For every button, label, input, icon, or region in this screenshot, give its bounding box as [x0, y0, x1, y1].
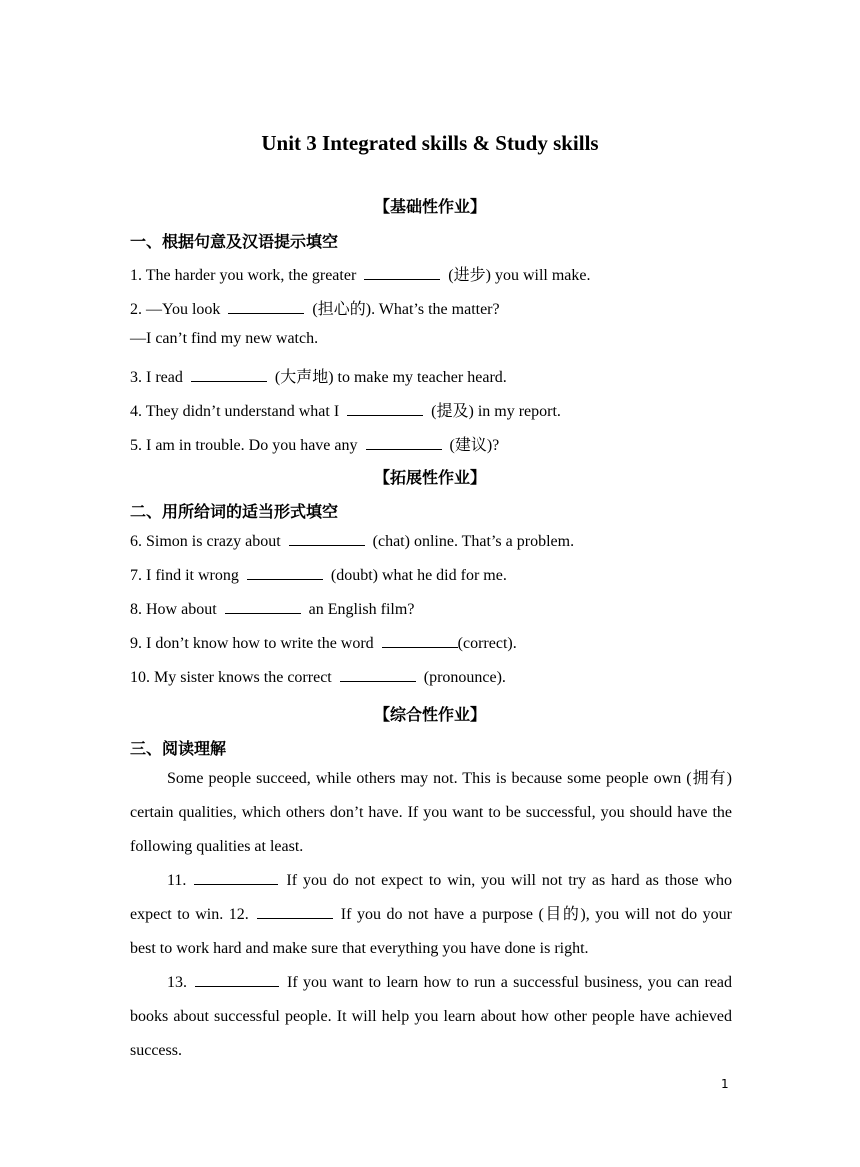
q6-text: 6. Simon is crazy about — [130, 533, 281, 550]
q7-text: 7. I find it wrong — [130, 567, 239, 584]
question-4 — [130, 398, 561, 421]
answer-blank — [191, 369, 267, 382]
question-1 — [130, 262, 590, 285]
section-comprehensive-heading: 【综合性作业】 — [373, 705, 486, 724]
reading-paragraph-2 — [130, 864, 732, 966]
q8-hint: an English film? — [308, 601, 415, 618]
question-2 — [130, 296, 500, 319]
answer-blank — [347, 403, 423, 416]
question-10 — [130, 669, 506, 687]
q3-hint: (大声地) to make my teacher heard. — [274, 369, 507, 386]
part3-heading: 三、阅读理解 — [130, 739, 227, 758]
q5-hint: (建议)? — [449, 437, 500, 454]
q6-hint: (chat) online. That’s a problem. — [372, 533, 575, 550]
q5-text: 5. I am in trouble. Do you have any — [130, 437, 358, 454]
question-7 — [130, 567, 507, 585]
q8-text: 8. How about — [130, 601, 217, 618]
answer-blank — [364, 267, 440, 280]
q1-hint: (进步) you will make. — [448, 267, 591, 284]
q2-hint: (担心的). What’s the matter? — [312, 301, 500, 318]
question-2-reply: —I can’t find my new watch. — [130, 330, 319, 347]
answer-blank — [366, 437, 442, 450]
section-extended-heading: 【拓展性作业】 — [373, 468, 486, 487]
q1-text: 1. The harder you work, the greater — [130, 267, 357, 284]
question-5 — [130, 432, 499, 455]
question-9 — [130, 635, 517, 653]
answer-blank — [382, 635, 458, 648]
q11-text: If you do not expect to win, you will not try as hard as those who expect to win. 12. — [130, 872, 732, 923]
q2-text: 2. —You look — [130, 301, 221, 318]
question-8 — [130, 601, 414, 619]
page-title: Unit 3 Integrated skills & Study skills — [261, 131, 599, 155]
question-6 — [130, 533, 574, 551]
part1-heading: 一、根据句意及汉语提示填空 — [130, 232, 339, 251]
q13-number: 13. — [167, 974, 187, 991]
page-number: 1 — [721, 1077, 729, 1091]
q13-text: If you want to learn how to run a successful business, you can read books about successful people. It will help you learn about how other people have achieved success. — [130, 974, 732, 1059]
section-basic-heading: 【基础性作业】 — [373, 197, 486, 216]
reading-paragraph-3 — [130, 966, 732, 1068]
part2-heading: 二、用所给词的适当形式填空 — [130, 502, 339, 521]
q3-text: 3. I read — [130, 369, 183, 386]
answer-blank — [340, 669, 416, 682]
reading-paragraph-1: Some people succeed, while others may not. This is because some people own (拥有) certain qualities, which others don’t have. If you want to be successful, you should have the following qualities at least. — [130, 770, 732, 855]
question-3 — [130, 364, 507, 387]
q10-hint: (pronounce). — [423, 669, 506, 686]
q4-text: 4. They didn’t understand what I — [130, 403, 340, 420]
q12-text: If you do not have a purpose (目的), you will not do your best to work hard and make sure that everything you have done is right. — [130, 906, 732, 957]
q7-hint: (doubt) what he did for me. — [330, 567, 507, 584]
answer-blank — [257, 906, 333, 919]
q9-text: 9. I don’t know how to write the word — [130, 635, 374, 652]
q9-hint: (correct). — [457, 635, 517, 652]
q4-hint: (提及) in my report. — [431, 403, 561, 420]
answer-blank — [247, 567, 323, 580]
answer-blank — [195, 974, 279, 987]
q11-number: 11. — [167, 872, 187, 889]
answer-blank — [194, 872, 278, 885]
answer-blank — [225, 601, 301, 614]
answer-blank — [289, 533, 365, 546]
answer-blank — [228, 301, 304, 314]
q10-text: 10. My sister knows the correct — [130, 669, 332, 686]
